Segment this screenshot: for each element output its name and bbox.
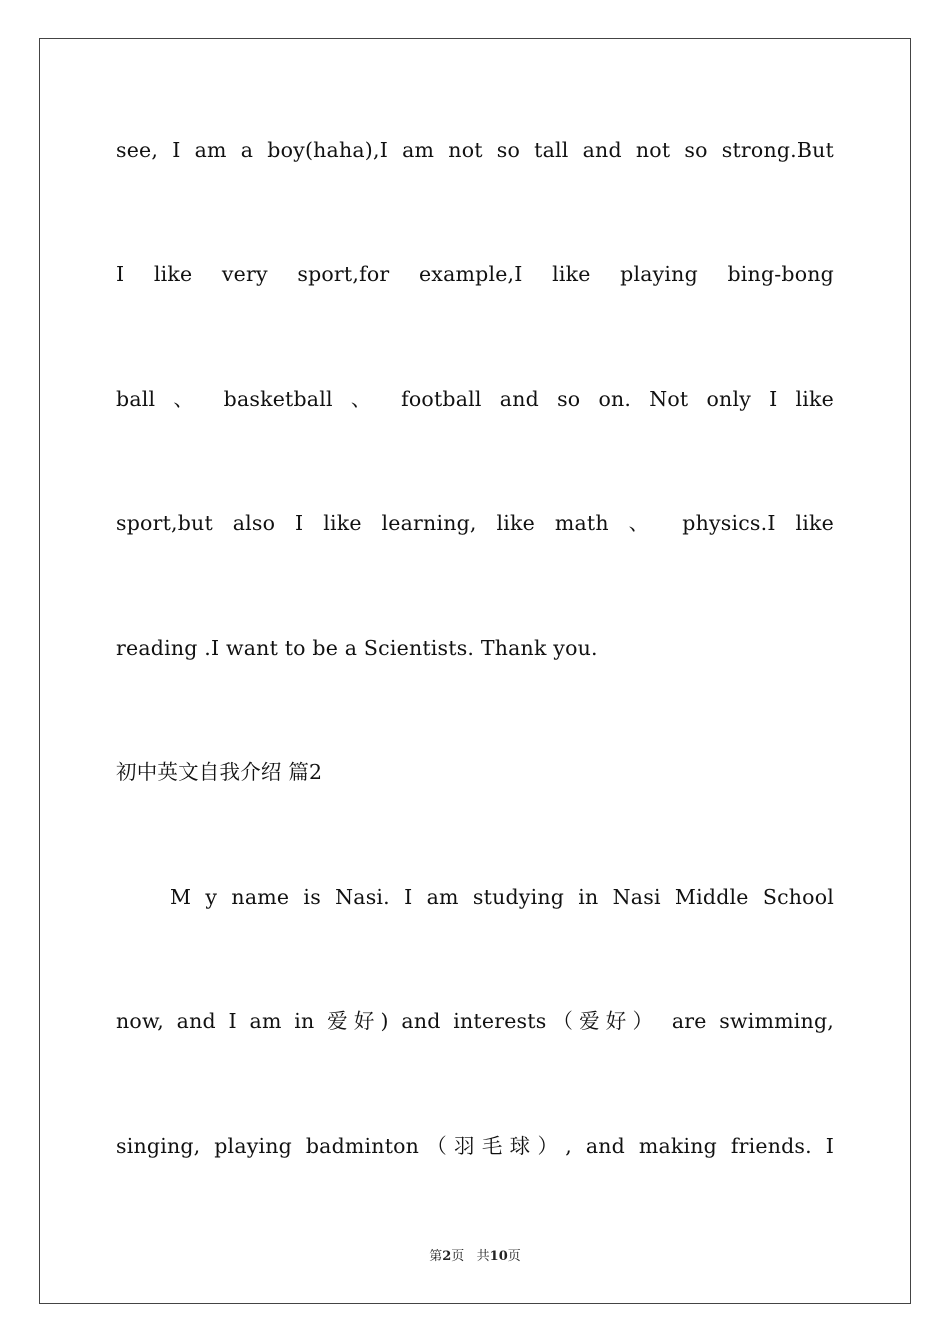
page-footer [0, 1248, 950, 1266]
page-border [39, 38, 911, 1304]
section-line-2: now, and I am in 爱好) and interests（爱好） are swimming, [116, 1009, 834, 1033]
footer-middle: 页 共 [451, 1249, 490, 1264]
body-line-1: see, I am a boy(haha),I am not so tall and not so strong.But [116, 138, 834, 162]
body-line-2: I like very sport,for example,I like playing bing-bong [116, 262, 834, 286]
section-line-3: singing, playing badminton（羽毛球）, and making friends. I [116, 1134, 834, 1158]
footer-page-number: 2 [442, 1249, 452, 1264]
section-heading: 初中英文自我介绍 篇2 [116, 760, 323, 784]
body-line-5: reading .I want to be a Scientists. Thank you. [116, 636, 598, 660]
body-line-3: ball 、 basketball 、 football and so on. Not only I like [116, 387, 834, 411]
footer-suffix: 页 [507, 1249, 521, 1264]
footer-total-pages: 10 [489, 1249, 508, 1264]
footer-prefix: 第 [429, 1249, 443, 1264]
section-line-1: M y name is Nasi. I am studying in Nasi Middle School [170, 885, 834, 909]
body-line-4: sport,but also I like learning, like math 、 physics.I like [116, 511, 834, 535]
